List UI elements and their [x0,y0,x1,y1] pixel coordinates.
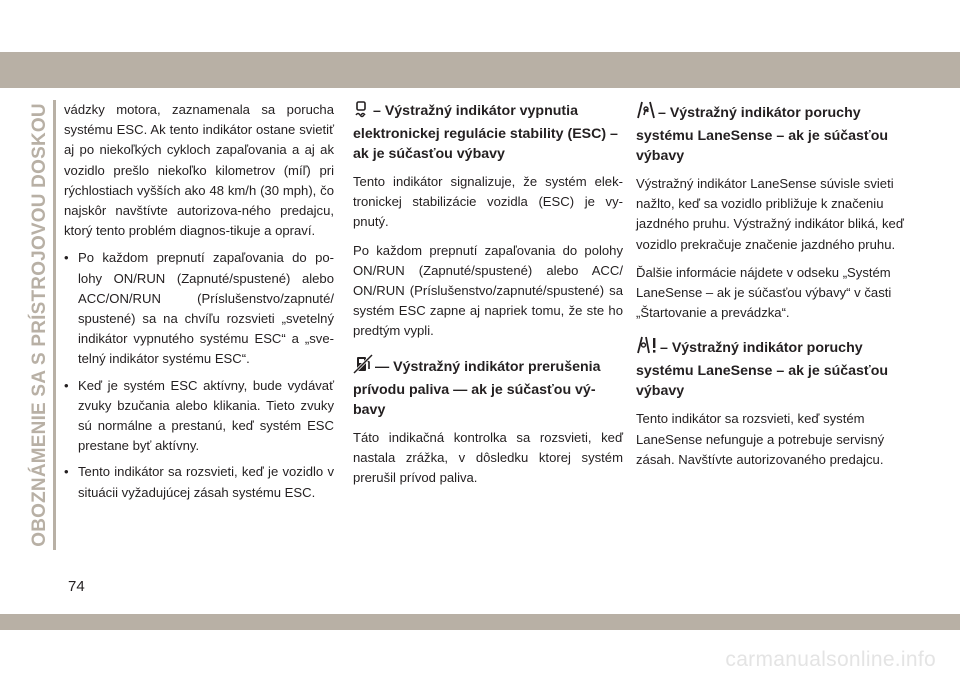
column-1 [64,100,334,509]
esc-off-icon [353,100,371,124]
list-item: • Tento indikátor sa rozsvieti, keď je vozidlo v situácii vyžadujúcej zásah systému ESC. [64,464,334,500]
esc-off-paragraph-2: Po každom prepnutí zapaľovania do polohy ON/RUN (Zapnuté/spustené) alebo ACC/ ON/RUN (Príslušenstvo/zapnuté/spustené) sa systém ESC zapne aj napriek tomu, že ste ho predtým vypli. [353,242,623,339]
watermark-text: carmanualsonline.info [725,648,936,671]
lanesense-fault-icon [636,335,658,361]
list-item-text: Tento indikátor sa rozsvieti, keď je vozidlo v situácii vyžadujúcej zásah systému ESC. [78,464,334,500]
top-band [0,52,960,88]
lanesense-icon [636,100,656,126]
list-item-text: Keď je systém ESC aktívny, bude vydávať zvuky bzučania alebo klikania. Tieto zvuky sú normálne a prestanú, keď systém ESC prestane byť aktívny. [78,377,334,454]
bottom-band [0,614,960,630]
list-item: • Keď je systém ESC aktívny, bude vydávať zvuky bzučania alebo klikania. Tieto zvuky sú normálne a prestanú, keď systém ESC prestane byť aktívny. [64,377,334,454]
intro-paragraph: vádzky motora, zaznamenala sa porucha systému ESC. Ak tento indikátor ostane svietiť aj po niekoľkých cykloch zapaľovania a aj ak vozidlo prešlo niekoľko kilometrov (míľ) pri rýchlostiach vyšších ako 48 km/h (30 mph), čo najskôr navštívte autorizova-ného predajcu, ktorý tento problém diagnos-tikuje a opraví. [64,102,334,239]
esc-off-heading-text: – Výstražný indikátor vypnutia elektronickej regulácie stability (ESC) – ak je súčasťou výbavy [353,103,618,162]
column-2 [353,100,623,496]
fuel-cutoff-heading-text: — Výstražný indikátor prerušenia prívodu paliva — ak je súčasťou vý-bavy [353,358,601,418]
lanesense-heading-text: – Výstražný indikátor poruchy systému LaneSense – ak je súčasťou výbavy [636,105,889,164]
list-item-text: Po každom prepnutí zapaľovania do po-lohy ON/RUN (Zapnuté/spustené) alebo ACC/ON/RUN (Príslušenstvo/zapnuté/ spustené) sa na chvíľu rozsvieti „svetelný indikátor vypnutého systému ESC“ a „sve-telný indikátor systému ESC“. [78,250,334,367]
side-rule [53,100,56,550]
lanesense-fault-heading [636,335,906,401]
lanesense-paragraph-1: Výstražný indikátor LaneSense súvisle svieti nažlto, keď sa vozidlo približuje k značeniu jazdného pruhu. Výstražný indikátor bliká, keď vozidlo prekračuje značenie jazdného pruhu. [636,176,904,252]
list-item: • Po každom prepnutí zapaľovania do po-lohy ON/RUN (Zapnuté/spustené) alebo ACC/ON/RUN (Príslušenstvo/zapnuté/ spustené) sa na chvíľu rozsvieti „svetelný indikátor vypnutého systému ESC“ a „sve-telný indikátor systému ESC“. [64,250,334,367]
lanesense-fault-heading-text: – Výstražný indikátor poruchy systému LaneSense – ak je súčasťou výbavy [636,340,889,400]
lanesense-paragraph-2: Ďalšie informácie nájdete v odseku „Systém LaneSense – ak je súčasťou výbavy“ v časti „Štartovanie a prevádzka“. [636,264,892,321]
esc-off-heading [353,100,623,164]
fuel-cutoff-icon [353,354,373,380]
section-side-title: OBOZNÁMENIE SA S PRÍSTROJOVOU DOSKOU [29,103,50,547]
bullet-list [64,248,334,502]
esc-off-paragraph-1: Tento indikátor signalizuje, že systém elek-tronickej stabilizácie vozidla (ESC) je vy-pnutý. [353,174,623,230]
column-3 [636,100,906,478]
page-number: 74 [68,578,85,595]
fuel-cutoff-paragraph: Táto indikačná kontrolka sa rozsvieti, keď nastala zrážka, v dôsledku ktorej systém prerušil prívod paliva. [353,429,623,486]
fuel-cutoff-heading [353,354,623,420]
lanesense-fault-paragraph: Tento indikátor sa rozsvieti, keď systém LaneSense nefunguje a potrebuje servisný zásah. Navštívte autorizovaného predajcu. [636,411,885,467]
lanesense-heading [636,100,906,166]
